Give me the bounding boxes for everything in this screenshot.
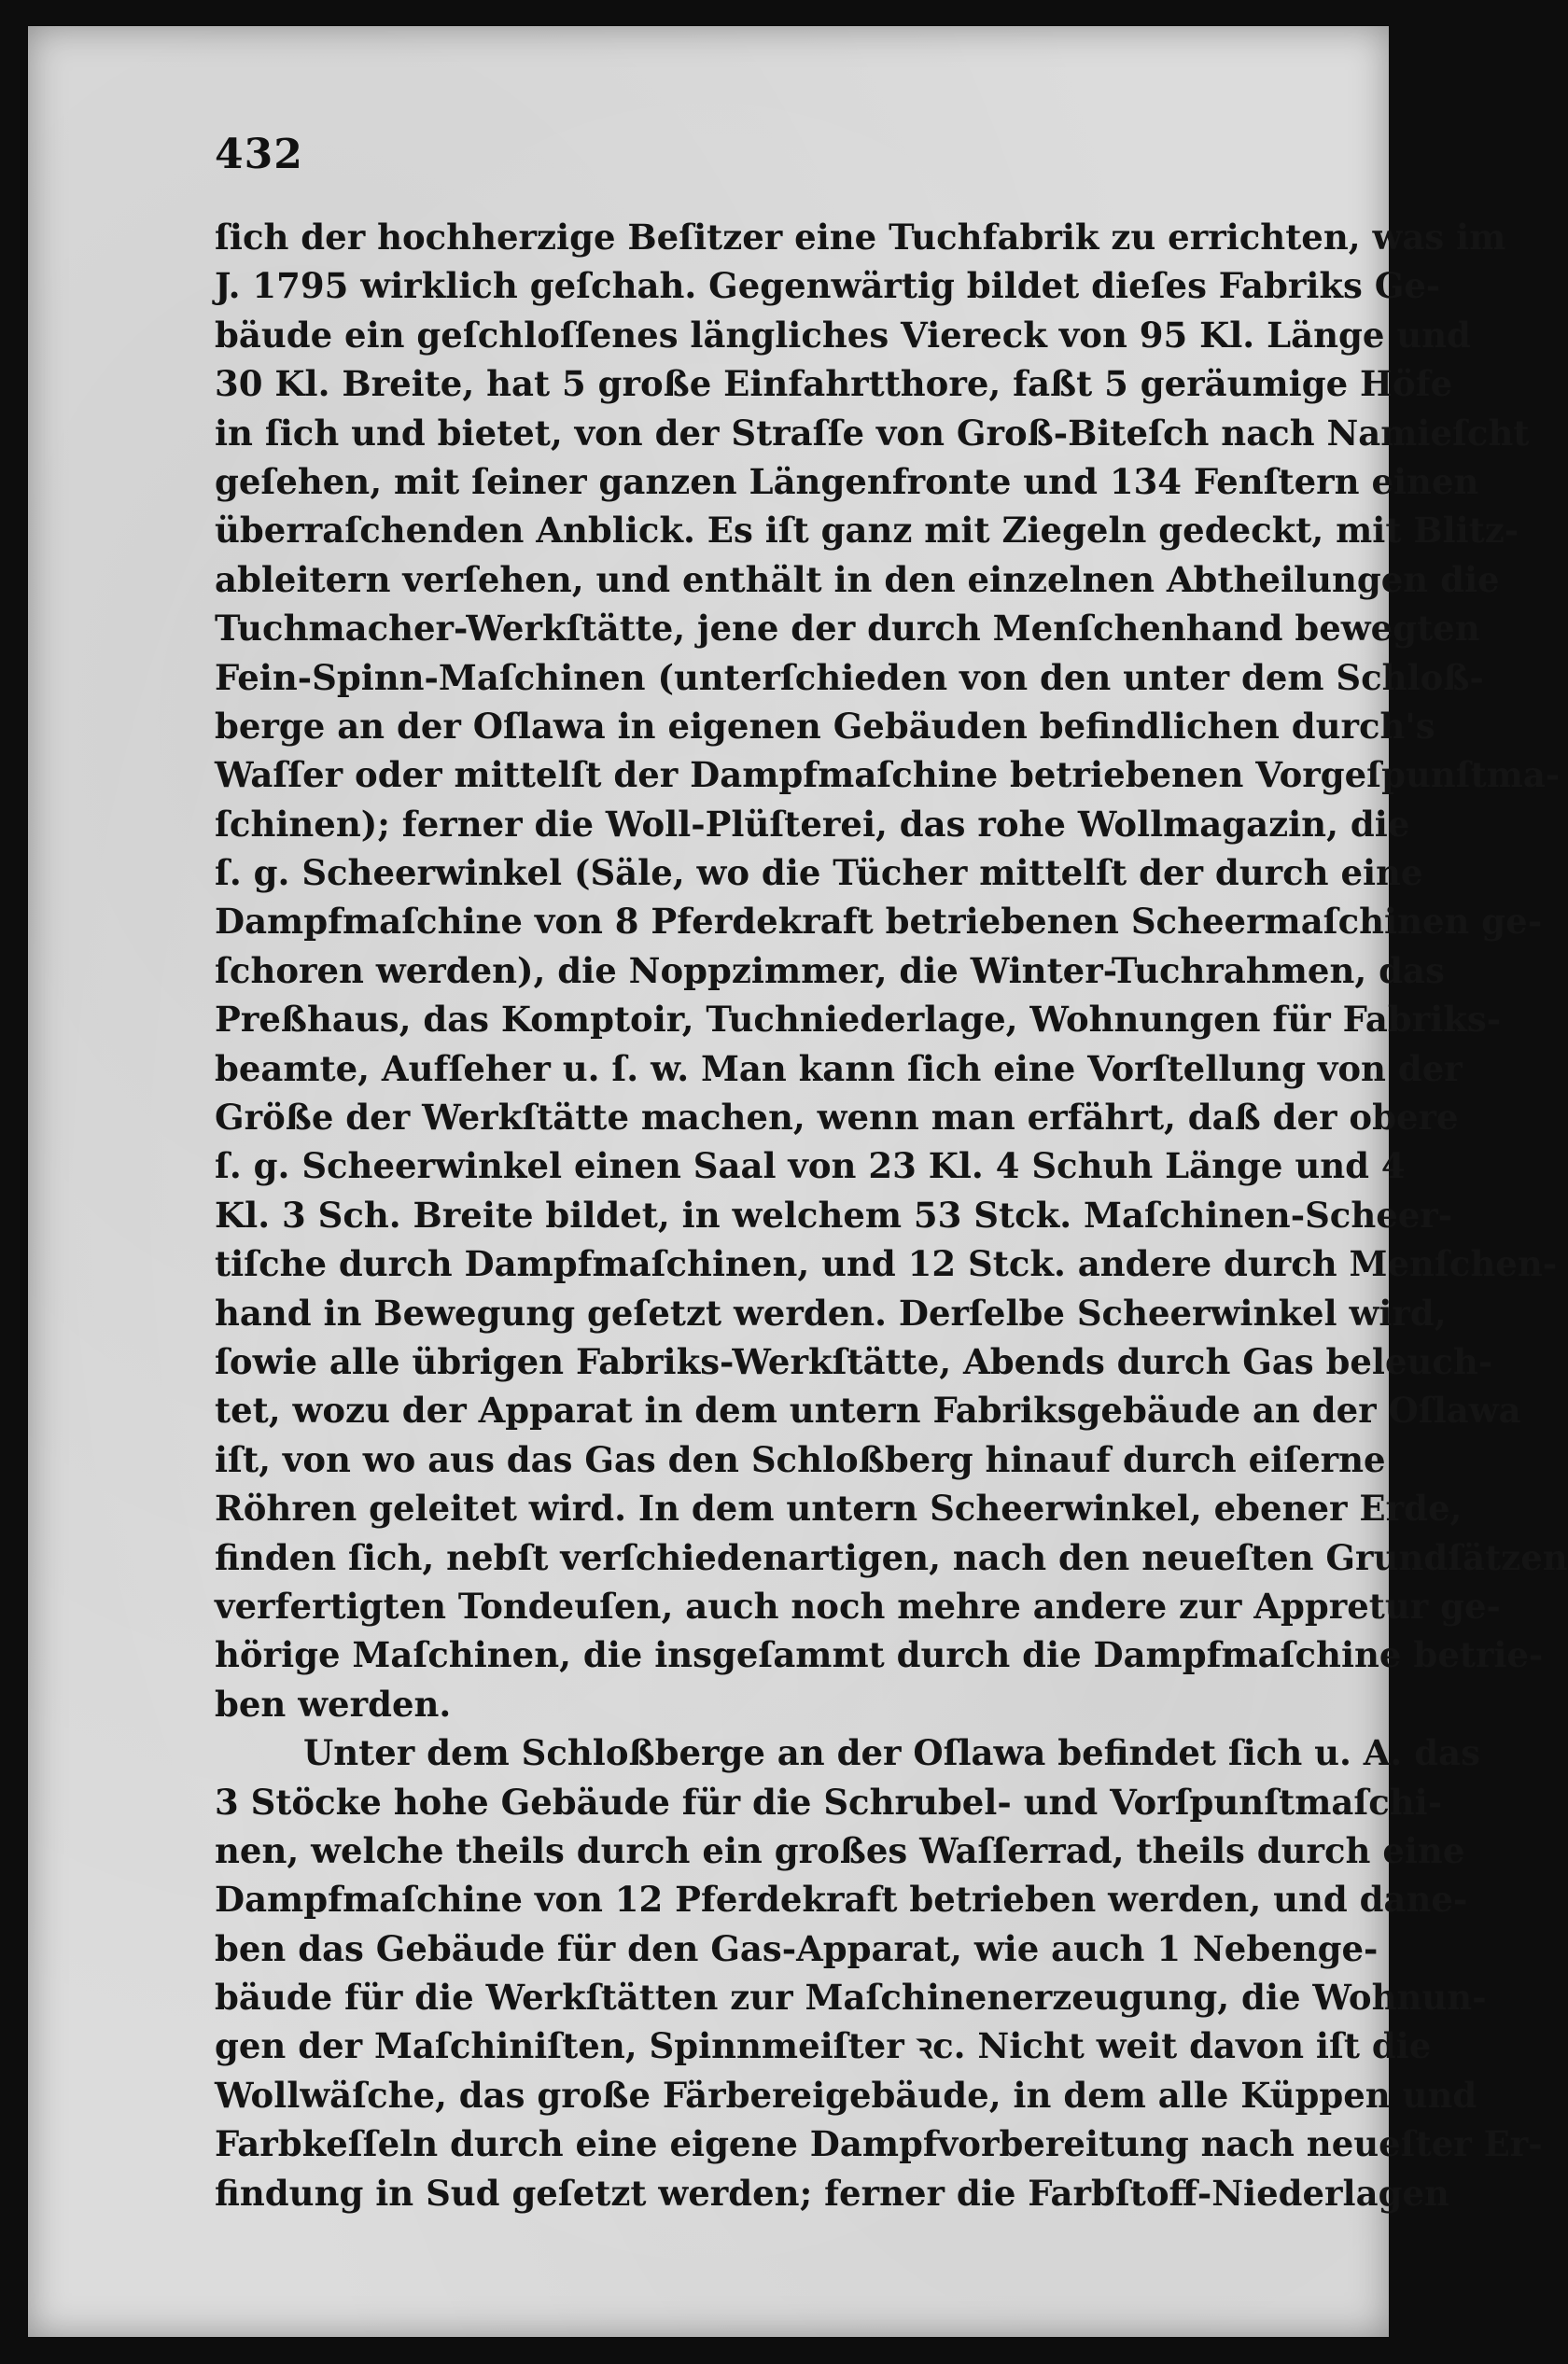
text-line: finden ſich, nebſt verſchiedenartigen, nach den neueſten Grundſätzen [215,1536,1568,1578]
text-line: ſ. g. Scheerwinkel einen Saal von 23 Kl. 4 Schuh Länge und 4 [215,1145,1406,1187]
text-line: Tuchmacher-Werkſtätte, jene der durch Menſchenhand bewegten [215,608,1480,650]
book-page [28,26,1568,2337]
text-line: ſowie alle übrigen Fabriks-Werkſtätte, Abends durch Gas beleuch- [215,1340,1493,1382]
text-line: ſchinen); ferner die Woll-Plüſterei, das rohe Wollmagazin, die [215,803,1410,845]
text-line: ſchoren werden), die Noppzimmer, die Winter-Tuchrahmen, das [215,949,1445,991]
text-line: Röhren geleitet wird. In dem untern Scheerwinkel, ebener Erde, [215,1488,1463,1530]
text-line: geſehen, mit ſeiner ganzen Längenfronte und 134 Fenſtern einen [215,460,1479,502]
text-line: beamte, Aufſeher u. ſ. w. Man kann ſich eine Vorſtellung von der [215,1047,1463,1089]
text-line: Farbkeſſeln durch eine eigene Dampfvorbereitung nach neueſter Er- [215,2123,1543,2165]
text-line: hörige Maſchinen, die insgeſammt durch die Dampfmaſchine betrie- [215,1634,1544,1676]
text-line: bäude für die Werkſtätten zur Maſchinenerzeugung, die Wohnun- [215,1977,1487,2019]
text-line: ſich der hochherzige Beſitzer eine Tuchfabrik zu errichten, was im [215,217,1506,258]
text-line: Dampfmaſchine von 12 Pferdekraft betrieben werden, und dane- [215,1879,1468,1921]
text-line: Dampfmaſchine von 8 Pferdekraft betriebenen Scheermaſchinen ge- [215,901,1543,943]
text-line: ben das Gebäude für den Gas-Apparat, wie auch 1 Nebenge- [215,1927,1379,1969]
text-line: iſt, von wo aus das Gas den Schloßberg hinauf durch eiſerne [215,1438,1386,1480]
page-number: 432 [215,131,303,178]
text-line: Größe der Werkſtätte machen, wenn man erfährt, daß der obere [215,1097,1459,1139]
text-line: nen, welche theils durch ein großes Waſſerrad, theils durch eine [215,1829,1465,1871]
text-line: J. 1795 wirklich geſchah. Gegenwärtig bildet dieſes Fabriks Ge- [215,265,1441,307]
body-text [215,213,1568,2217]
text-line: ableitern verſehen, und enthält in den einzelnen Abtheilungen die [215,558,1500,600]
text-line: verfertigten Tondeuſen, auch noch mehre andere zur Appretur ge- [215,1585,1501,1627]
text-line: überraſchenden Anblick. Es iſt ganz mit Ziegeln gedeckt, mit Blitz- [215,510,1519,552]
text-line: Kl. 3 Sch. Breite bildet, in welchem 53 Stck. Maſchinen-Scheer- [215,1194,1453,1236]
text-line: bäude ein geſchloſſenes längliches Viereck von 95 Kl. Länge und [215,314,1471,356]
text-line: ſ. g. Scheerwinkel (Säle, wo die Tücher mittelſt der durch eine [215,852,1423,894]
text-line: 30 Kl. Breite, hat 5 große Einfahrtthore, faßt 5 geräumige Höfe [215,363,1453,405]
text-line: in ſich und bietet, von der Straſſe von Groß-Biteſch nach Namieſcht [215,412,1530,454]
text-line-paragraph-end: ben werden. [215,1683,452,1725]
text-line: berge an der Oſlawa in eigenen Gebäuden befindlichen durch's [215,705,1435,747]
text-line: Wollwäſche, das große Färbereigebäude, in dem alle Küppen und [215,2074,1477,2116]
text-line: hand in Bewegung geſetzt werden. Derſelbe Scheerwinkel wird, [215,1292,1447,1334]
text-line: Fein-Spinn-Maſchinen (unterſchieden von den unter dem Schloß- [215,656,1484,698]
text-line: findung in Sud geſetzt werden; ferner die Farbſtoff-Niederlagen [215,2172,1449,2214]
text-line: Preßhaus, das Komptoir, Tuchniederlage, Wohnungen für Fabriks- [215,999,1502,1041]
text-line: 3 Stöcke hohe Gebäude für die Schrubel- und Vorſpunſtmaſchi- [215,1781,1443,1823]
text-line: tiſche durch Dampfmaſchinen, und 12 Stck. andere durch Menſchen- [215,1243,1558,1285]
text-line: tet, wozu der Apparat in dem untern Fabriksgebäude an der Oſlawa [215,1390,1521,1432]
text-line-paragraph-start: Unter dem Schloßberge an der Oſlawa befindet ſich u. A. das [303,1732,1480,1774]
text-line: Waſſer oder mittelſt der Dampfmaſchine betriebenen Vorgeſpunſtma- [215,754,1561,796]
text-line: gen der Maſchiniſten, Spinnmeiſter ꝛc. Nicht weit davon iſt die [215,2025,1432,2067]
